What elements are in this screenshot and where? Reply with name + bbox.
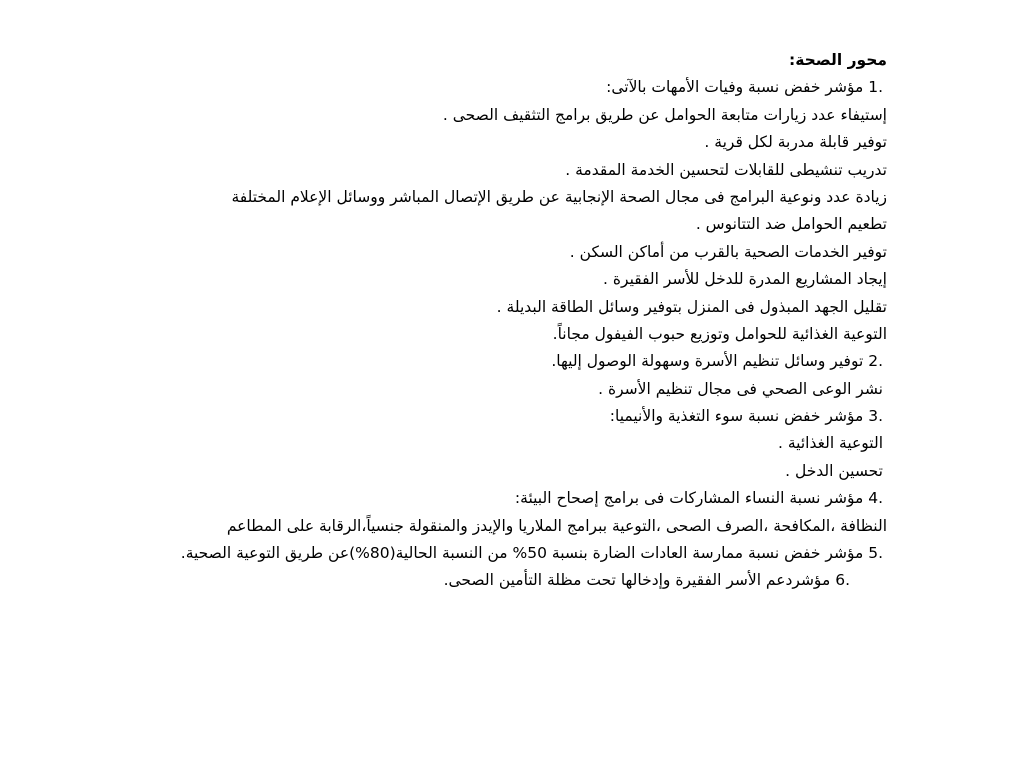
- list-item: التوعية الغذائية .: [778, 434, 883, 453]
- health-axis-text: [47, 47, 887, 595]
- indicator-1: .1 مؤشر خفض نسبة وفيات الأمهات بالآتى:: [606, 78, 883, 97]
- list-item: تقليل الجهد المبذول فى المنزل بتوفير وسائل الطاقة البديلة .: [496, 297, 887, 316]
- indicator-5: .5 مؤشر خفض نسبة ممارسة العادات الضارة بنسبة 50% من النسبة الحالية(80%)عن طريق التوعية الصحية.: [180, 544, 883, 563]
- indicator-4: .4 مؤشر نسبة النساء المشاركات فى برامج إصحاح البيئة:: [514, 489, 883, 508]
- list-item: توفير قابلة مدربة لكل قرية .: [704, 133, 887, 152]
- list-item: نشر الوعى الصحي فى مجال تنظيم الأسرة .: [598, 379, 883, 398]
- list-item: تطعيم الحوامل ضد التتانوس .: [695, 215, 887, 234]
- indicator-2: .2 توفير وسائل تنظيم الأسرة وسهولة الوصول إليها.: [551, 352, 883, 371]
- list-item: زيادة عدد ونوعية البرامج فى مجال الصحة الإنجابية عن طريق الإتصال المباشر ووسائل الإعلام المختلفة: [231, 187, 887, 206]
- list-item: النظافة ،المكافحة ،الصرف الصحى ،التوعية ببرامج الملاريا والإيدز والمنقولة جنسياً،الرقابة على المطاعم: [226, 516, 887, 535]
- list-item: تحسين الدخل .: [785, 461, 883, 480]
- list-item: توفير الخدمات الصحية بالقرب من أماكن السكن .: [569, 242, 887, 261]
- section-title: محور الصحة:: [789, 51, 887, 69]
- list-item: التوعية الغذائية للحوامل وتوزيع حبوب الفيفول مجاناً.: [552, 324, 887, 343]
- list-item: إيجاد المشاريع المدرة للدخل للأسر الفقيرة .: [603, 270, 887, 289]
- list-item: تدريب تنشيطى للقابلات لتحسين الخدمة المقدمة .: [565, 160, 887, 179]
- indicator-6: .6 مؤشردعم الأسر الفقيرة وإدخالها تحت مظلة التأمين الصحى.: [443, 571, 850, 590]
- indicator-3: .3 مؤشر خفض نسبة سوء التغذية والأنيميا:: [609, 407, 883, 426]
- list-item: إستيفاء عدد زيارات متابعة الحوامل عن طريق برامج التثقيف الصحى .: [442, 105, 887, 124]
